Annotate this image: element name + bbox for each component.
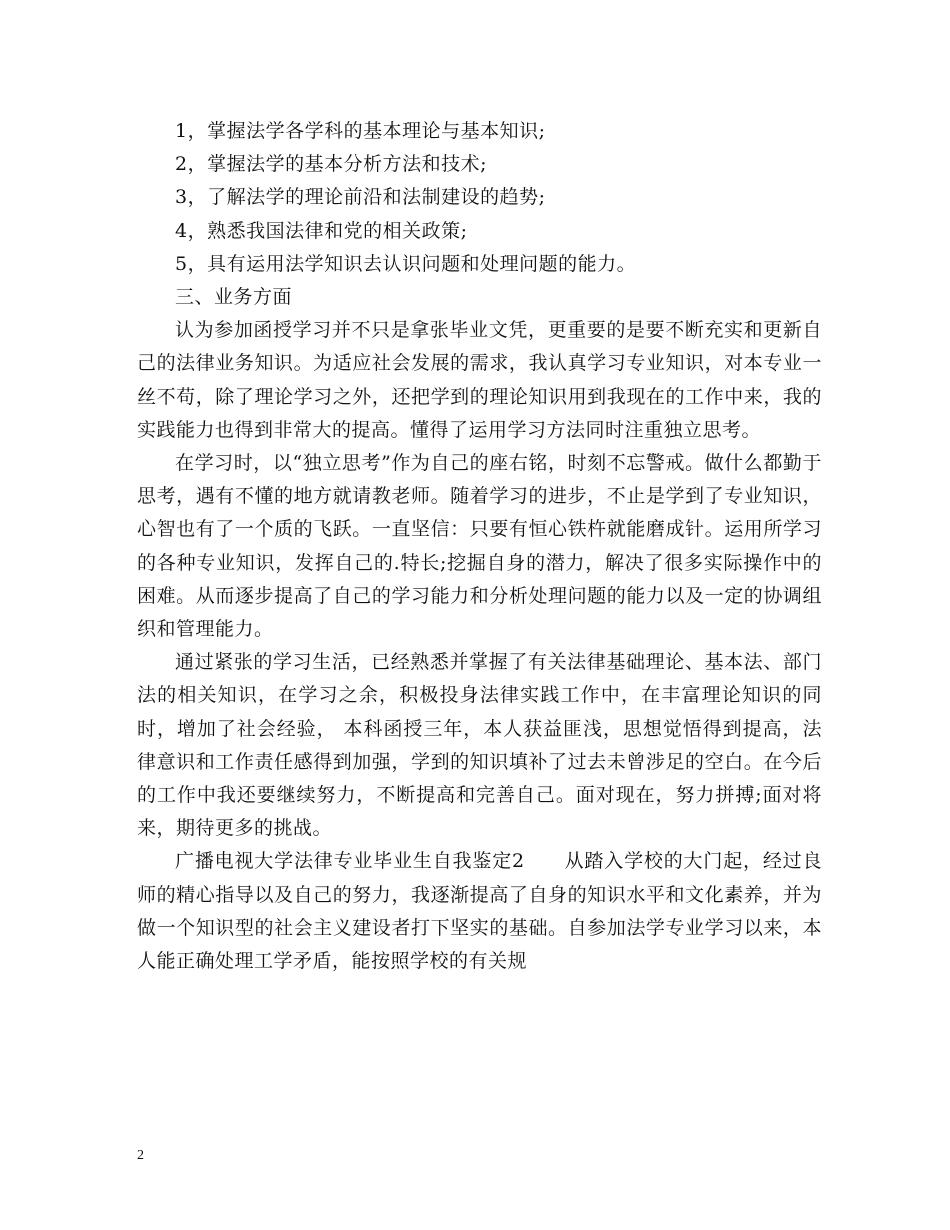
document-body xyxy=(137,115,822,978)
list-item: 3，了解法学的理论前沿和法制建设的趋势; xyxy=(175,186,546,209)
paragraph: 认为参加函授学习并不只是拿张毕业文凭，更重要的是要不断充实和更新自己的法律业务知识。为适应社会发展的需求，我认真学习专业知识，对本专业一丝不苟，除了理论学习之外，还把学到的理论知识用到我现在的工作中来，我的实践能力也得到非常大的提高。懂得了运用学习方法同时注重独立思考。 xyxy=(137,319,822,441)
section-heading: 三、业务方面 xyxy=(175,286,293,309)
page-number: 2 xyxy=(137,1148,144,1163)
list-item: 2，掌握法学的基本分析方法和技术; xyxy=(175,153,487,176)
list-item: 1，掌握法学各学科的基本理论与基本知识; xyxy=(175,120,546,142)
paragraph: 在学习时，以“独立思考”作为自己的座右铭，时刻不忘警戒。做什么都勤于思考，遇有不懂的地方就请教老师。随着学习的进步，不止是学到了专业知识，心智也有了一个质的飞跃。一直坚信：只要有恒心铁杵就能磨成针。运用所学习的各种专业知识，发挥自己的.特长;挖掘自身的潜力，解决了很多实际操作中的困难。从而逐步提高了自己的学习能力和分析处理问题的能力以及一定的协调组织和管理能力。 xyxy=(137,452,822,641)
paragraph: 通过紧张的学习生活，已经熟悉并掌握了有关法律基础理论、基本法、部门法的相关知识，在学习之余，积极投身法律实践工作中，在丰富理论知识的同时，增加了社会经验， 本科函授三年，本人获益匪浅，思想觉悟得到提高，法律意识和工作责任感得到加强，学到的知识填补了过去未曾涉足的空白。在今后的工作中我还要继续努力，不断提高和完善自己。面对现在，努力拼搏;面对将来，期待更多的挑战。 xyxy=(137,651,822,840)
paragraph: 广播电视大学法律专业毕业生自我鉴定2 从踏入学校的大门起，经过良师的精心指导以及自己的努力，我逐渐提高了自身的知识水平和文化素养，并为做一个知识型的社会主义建设者打下坚实的基础。自参加法学专业学习以来，本人能正确处理工学矛盾，能按照学校的有关规 xyxy=(137,850,822,973)
list-item: 4，熟悉我国法律和党的相关政策; xyxy=(175,219,468,242)
list-item: 5，具有运用法学知识去认识问题和处理问题的能力。 xyxy=(175,252,637,275)
